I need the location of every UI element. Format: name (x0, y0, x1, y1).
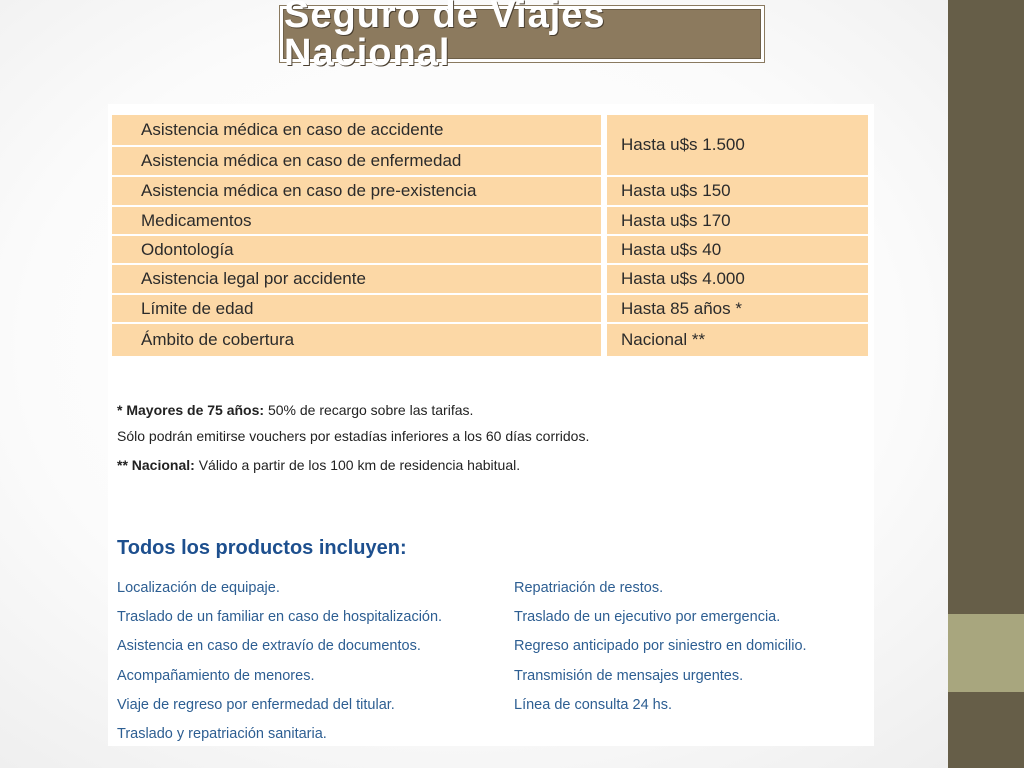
list-item: Traslado y repatriación sanitaria. (117, 726, 327, 742)
list-item: Línea de consulta 24 hs. (514, 697, 673, 713)
note-age-surcharge-label: * Mayores de 75 años: (117, 402, 265, 418)
title-frame (279, 0, 765, 74)
decorative-sidebar-accent (948, 614, 1024, 692)
list-item: Transmisión de mensajes urgentes. (514, 668, 744, 684)
coverage-value: Hasta u$s 150 (607, 177, 868, 205)
coverage-value: Nacional ** (607, 324, 868, 356)
list-item: Regreso anticipado por siniestro en domicilio. (514, 638, 807, 654)
note-national (117, 457, 520, 473)
coverage-value: Hasta u$s 4.000 (607, 265, 868, 293)
note-age-surcharge-text: 50% de recargo sobre las tarifas. (264, 402, 474, 418)
coverage-label: Límite de edad (112, 295, 601, 322)
coverage-label: Ámbito de cobertura (112, 324, 601, 356)
coverage-table (112, 115, 868, 356)
list-item: Localización de equipaje. (117, 580, 280, 596)
coverage-value: Hasta 85 años * (607, 295, 868, 322)
coverage-label: Medicamentos (112, 207, 601, 234)
list-item: Traslado de un familiar en caso de hospitalización. (117, 609, 443, 625)
coverage-value: Hasta u$s 170 (607, 207, 868, 234)
page-title: Seguro de Viajes Nacional (283, 9, 761, 59)
coverage-label: Asistencia legal por accidente (112, 265, 601, 293)
list-item: Acompañamiento de menores. (117, 668, 315, 684)
list-item: Viaje de regreso por enfermedad del titular. (117, 697, 395, 713)
list-item: Asistencia en caso de extravío de documentos. (117, 638, 421, 654)
includes-title: Todos los productos incluyen: (117, 537, 407, 559)
note-age-surcharge (117, 402, 473, 418)
coverage-value: Hasta u$s 40 (607, 236, 868, 263)
coverage-label: Asistencia médica en caso de accidente (112, 115, 601, 145)
list-item: Traslado de un ejecutivo por emergencia. (514, 609, 781, 625)
note-national-text: Válido a partir de los 100 km de residencia habitual. (194, 457, 521, 473)
coverage-label: Asistencia médica en caso de enfermedad (112, 147, 601, 175)
coverage-label: Asistencia médica en caso de pre-existencia (112, 177, 601, 205)
list-item: Repatriación de restos. (514, 580, 664, 596)
coverage-label: Odontología (112, 236, 601, 263)
coverage-value: Hasta u$s 1.500 (607, 115, 868, 175)
note-voucher-limit: Sólo podrán emitirse vouchers por estadías inferiores a los 60 días corridos. (117, 428, 590, 444)
note-national-label: ** Nacional: (117, 457, 195, 473)
